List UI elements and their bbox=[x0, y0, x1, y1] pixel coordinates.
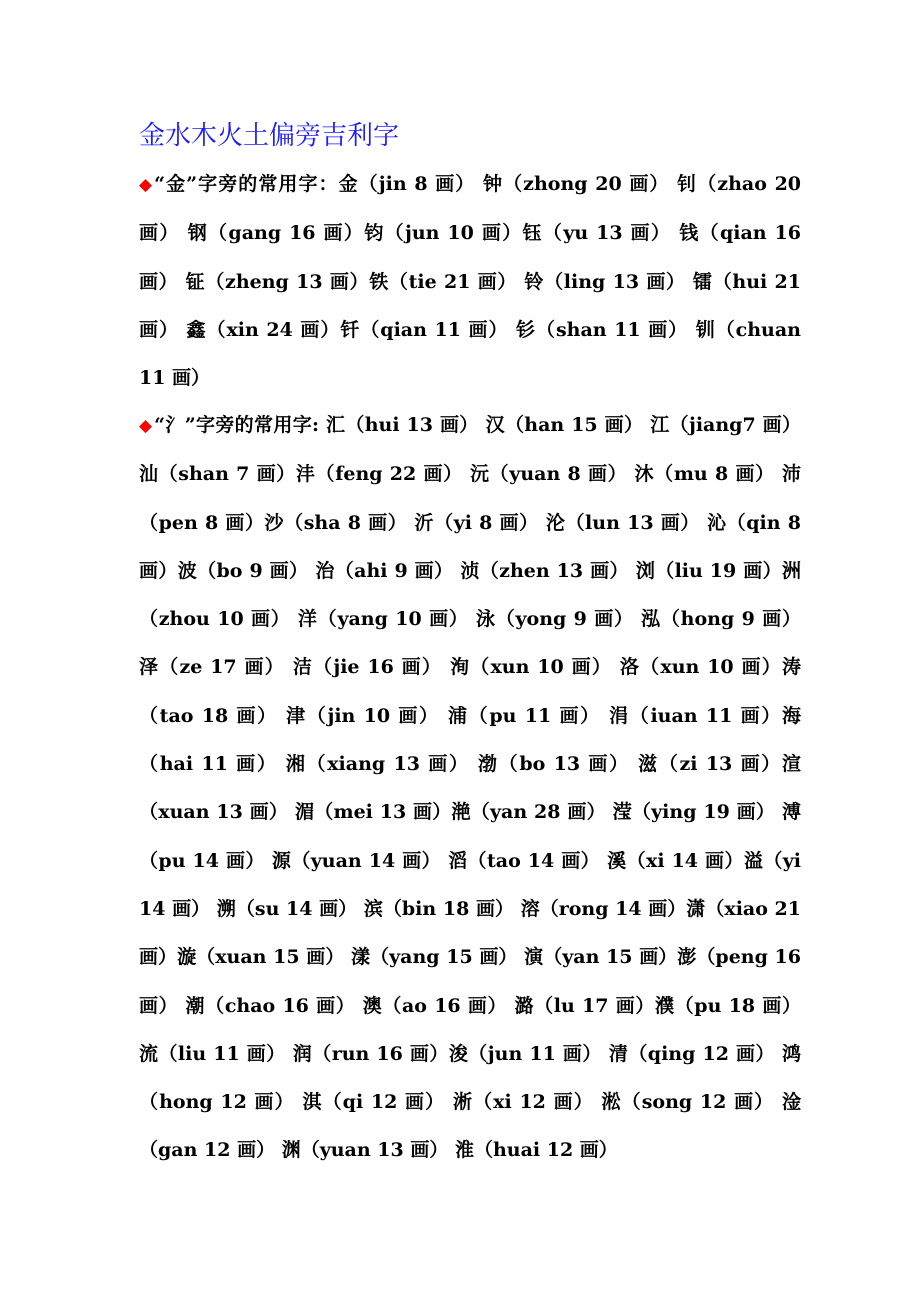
diamond-bullet-icon: ◆ bbox=[139, 175, 153, 195]
section-heading: “氵”字旁的常用字: bbox=[154, 414, 327, 436]
section-body: 汇（hui 13 画） 汉（han 15 画） 江（jiang7 画） 汕（shan 7 画）沣（feng 22 画） 沅（yuan 8 画） 沐（mu 8 画） 沛（pen 8 画）沙（sha 8 画） 沂（yi 8 画） 沦（lun 13 画） 沁（qin 8 画）波（bo 9 画） 治（ahi 9 画） 浈（zhen 13 画） 浏（liu 19 画）洲（zhou 10 画） 洋（yang 10 画） 泳（yong 9 画） 泓（hong 9 画）泽（ze 17 画） 洁（jie 16 画） 洵（xun 10 画） 洛（xun 10 画）涛（tao 18 画） 津（jin 10 画） 浦（pu 11 画） 涓（iuan 11 画）海（hai 11 画） 湘（xiang 13 画） 渤（bo 13 画） 滋（zi 13 画）渲（xuan 13 画） 湄（mei 13 画）滟（yan 28 画） 滢（ying 19 画） 溥（pu 14 画） 源（yuan 14 画） 滔（tao 14 画） 溪（xi 14 画）溢（yi 14 画） 溯（su 14 画） 滨（bin 18 画） 溶（rong 14 画）潇（xiao 21 画）漩（xuan 15 画） 漾（yang 15 画） 演（yan 15 画）澎（peng 16 画） 潮（chao 16 画） 澳（ao 16 画） 潞（lu 17 画）濮（pu 18 画） 流（liu 11 画） 润（run 16 画）浚（jun 11 画） 清（qing 12 画） 鸿（hong 12 画） 淇（qi 12 画） 淅（xi 12 画） 淞（song 12 画） 淦（gan 12 画） 渊（yuan 13 画） 淮（huai 12 画） bbox=[139, 414, 801, 1162]
diamond-bullet-icon: ◆ bbox=[139, 416, 153, 436]
document-title: 金水木火土偏旁吉利字 bbox=[139, 121, 400, 151]
section-water-radical bbox=[139, 401, 801, 1175]
section-body: 金（jin 8 画） 钟（zhong 20 画） 钊（zhao 20 画） 钢（gang 16 画）钧（jun 10 画）钰（yu 13 画） 钱（qian 16 画） 钲（zheng 13 画）铁（tie 21 画） 铃（ling 13 画） 镭（hui 21 画） 鑫（xin 24 画）钎（qian 11 画） 钐（shan 11 画） 钏（chuan 11 画） bbox=[139, 173, 802, 390]
section-heading: “金”字旁的常用字： bbox=[154, 173, 339, 195]
section-metal-radical bbox=[139, 160, 801, 402]
